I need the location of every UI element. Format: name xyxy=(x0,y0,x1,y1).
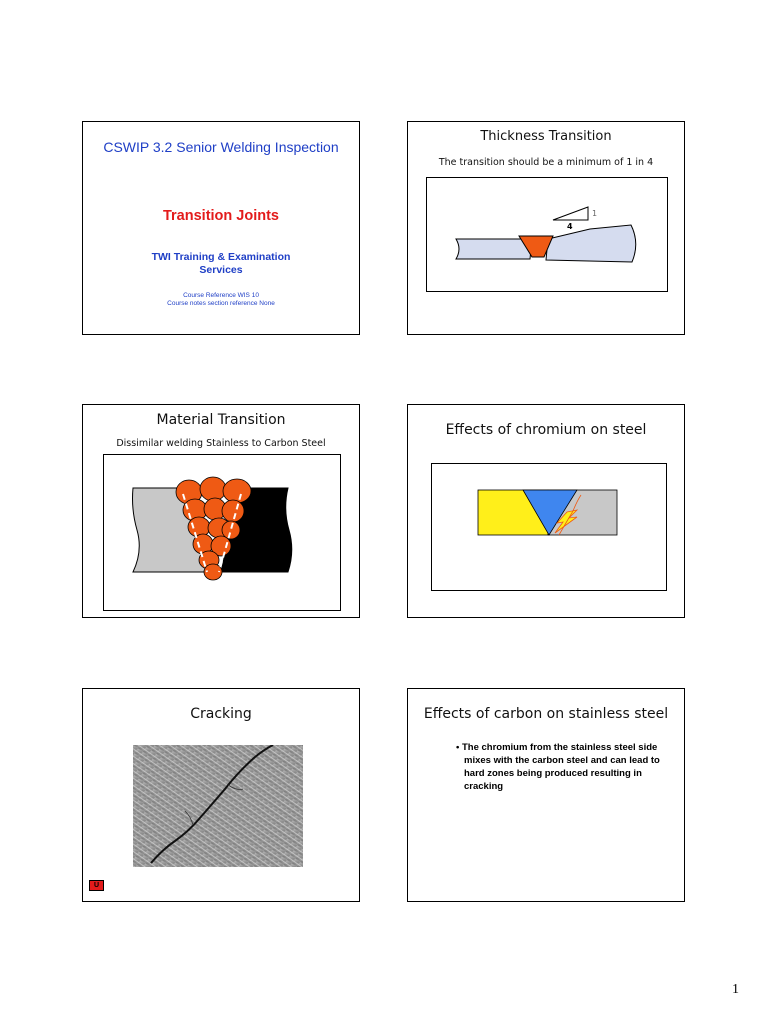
course-notes-reference: Course notes section reference None xyxy=(167,300,275,307)
slide-material-transition xyxy=(82,404,360,618)
slide-badge xyxy=(89,880,104,891)
slide-title: Cracking xyxy=(190,706,252,722)
cracking-photo xyxy=(133,745,303,867)
badge-label: U xyxy=(93,882,100,889)
bullet-item: • The chromium from the stainless steel side mixes with the carbon steel and can lead to hard zones being produced resulting in cracking xyxy=(456,742,660,792)
organisation-name: TWI Training & Examination Services xyxy=(151,251,291,276)
chromium-diagram xyxy=(431,463,667,591)
thin-plate xyxy=(456,239,532,259)
slide-cracking xyxy=(82,688,360,902)
slide-thickness-transition xyxy=(407,121,685,335)
ratio-run-label: 4 xyxy=(567,222,573,231)
slide-title: Material Transition xyxy=(156,412,286,428)
slide-title xyxy=(82,121,360,335)
slide-main-title: Transition Joints xyxy=(162,208,279,224)
slide-chromium-effects xyxy=(407,404,685,618)
ratio-rise-label: 1 xyxy=(592,209,598,218)
slide-title: Thickness Transition xyxy=(480,129,612,144)
slide-carbon-effects xyxy=(407,688,685,902)
slide-subtitle: Dissimilar welding Stainless to Carbon Steel xyxy=(116,438,326,449)
slide-title: Effects of carbon on stainless steel xyxy=(423,706,669,722)
course-heading: CSWIP 3.2 Senior Welding Inspection xyxy=(103,139,339,155)
thickness-transition-diagram xyxy=(426,177,668,292)
bullet-list xyxy=(456,741,666,793)
dissimilar-weld-diagram xyxy=(103,454,341,611)
slide-title: Effects of chromium on steel xyxy=(445,422,647,438)
slide-subtitle: The transition should be a minimum of 1 in 4 xyxy=(438,157,654,168)
course-reference: Course Reference WIS 10 xyxy=(183,292,259,299)
page-number: 1 xyxy=(732,982,739,997)
